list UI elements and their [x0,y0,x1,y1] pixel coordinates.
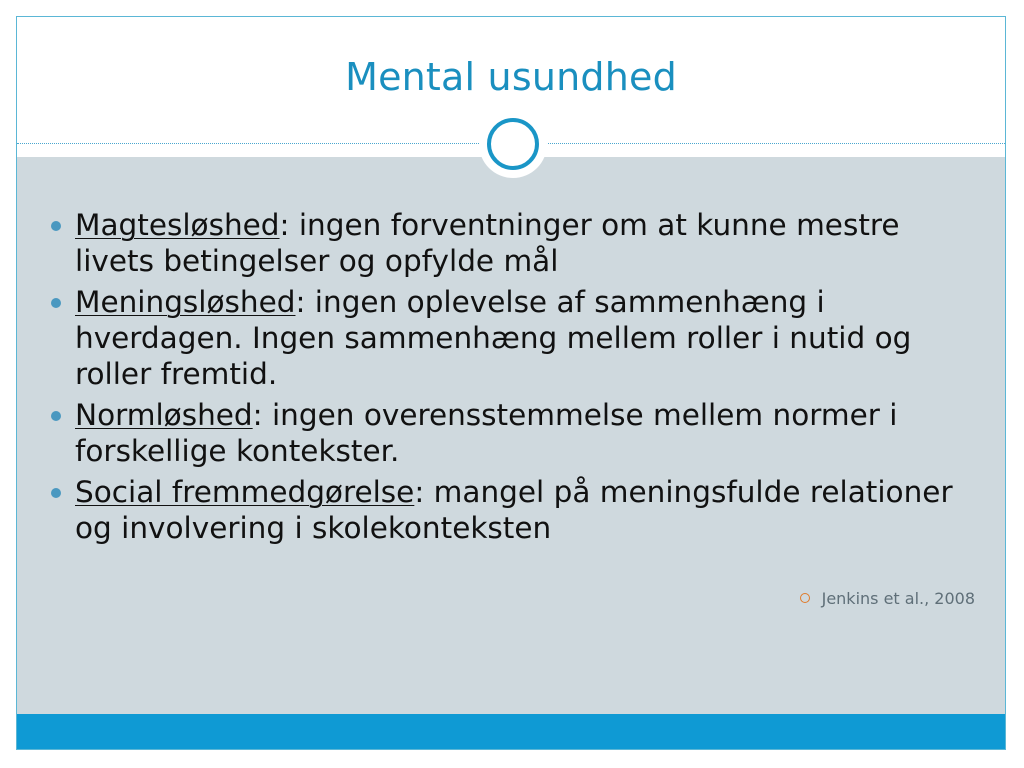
bullet-item-magtesloshed [49,207,979,279]
citation-text: Jenkins et al., 2008 [821,589,975,608]
citation [800,589,975,608]
bullet-dot-icon [51,298,61,308]
bullet-dot-icon [51,488,61,498]
bullet-term: Normløshed [75,398,253,432]
bullet-list [49,207,979,551]
bullet-term: Meningsløshed [75,285,296,319]
bullet-text: : mangel på meningsfulde relationer og involvering i skolekonteksten [75,475,953,545]
hollow-circle-bullet-icon [800,593,810,603]
bullet-text: : ingen overensstemmelse mellem normer i forskellige kontekster. [75,398,898,468]
slide [16,16,1006,750]
bullet-dot-icon [51,221,61,231]
bullet-term: Social fremmedgørelse [75,475,415,509]
bullet-dot-icon [51,411,61,421]
bullet-text: : ingen oplevelse af sammenhæng i hverdagen. Ingen sammenhæng mellem roller i nutid og roller fremtid. [75,285,912,391]
bullet-term: Magtesløshed [75,208,280,242]
slide-title: Mental usundhed [345,55,677,99]
bullet-text: : ingen forventninger om at kunne mestre livets betingelser og opfylde mål [75,208,900,278]
divider-ornament [479,110,547,178]
bullet-item-social-fremmedgorelse [49,474,979,546]
bullet-item-normloshed [49,397,979,469]
circle-ornament-icon [487,118,539,170]
footer-bar [17,714,1005,749]
bullet-item-meningsloshed [49,284,979,392]
